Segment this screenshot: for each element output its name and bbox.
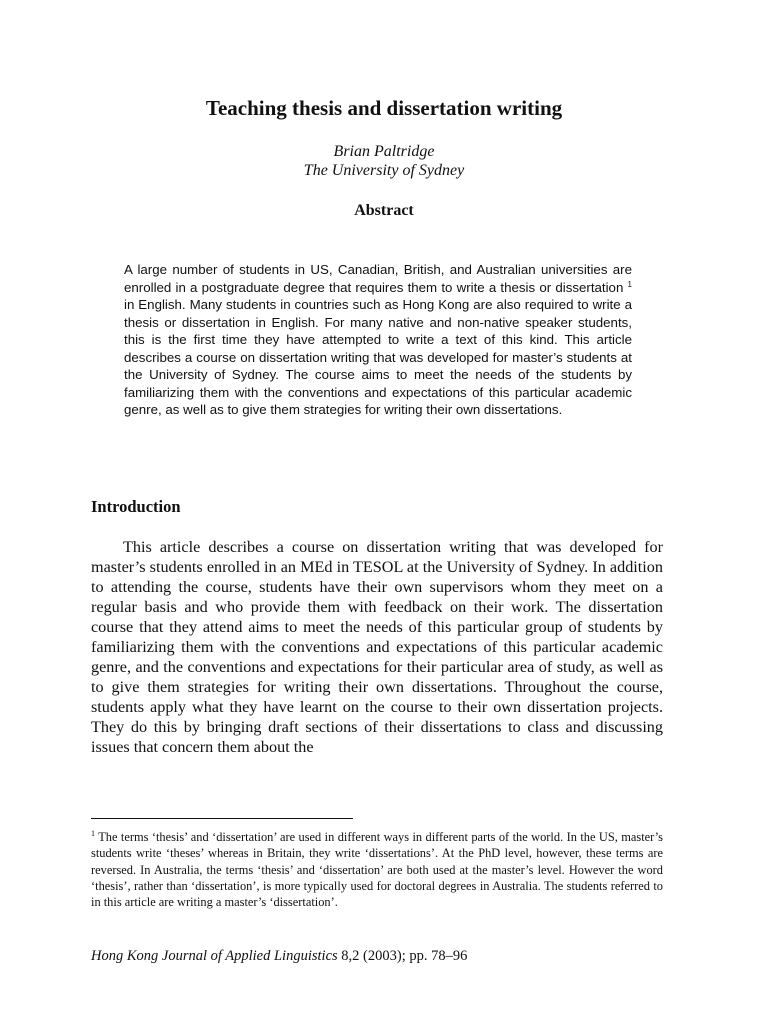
introduction-paragraph: This article describes a course on dissertation writing that was developed for master’s students enrolled in an MEd in TESOL at the University of Sydney. In addition to attending the course, students have their own supervisors whom they meet on a regular basis and who provide them with feedback on their work. The dissertation course that they attend aims to meet the needs of this particular group of students by familiarizing them with the conventions and expectations of this particular academic genre, and the conventions and expectations for their particular area of study, as well as to give them strategies for writing their own dissertations. Throughout the course, students apply what they have learnt on the course to their own dissertation projects. They do this by bringing draft sections of their dissertations to class and discussing issues that concern them about the	[91, 538, 663, 756]
footnote-text: The terms ‘thesis’ and ‘dissertation’ are used in different ways in different parts of the world. In the US, master’s students write ‘theses’ whereas in Britain, they write ‘dissertations’. At the PhD level, however, these terms are reversed. In Australia, the terms ‘thesis’ and ‘dissertation’ are both used at the master’s level. However the word ‘thesis’, rather than ‘dissertation’, is more typically used for doctoral degrees in Australia. The students referred to in this article are writing a master’s ‘dissertation’.	[91, 830, 663, 910]
abstract-text-part-1: A large number of students in US, Canadian, British, and Australian universities are enrolled in a postgraduate degree that requires them to write a thesis or dissertation	[124, 262, 632, 295]
abstract-heading: Abstract	[354, 202, 414, 219]
abstract-text-part-2: in English. Many students in countries such as Hong Kong are also required to write a thesis or dissertation in English. For many native and non-native speaker students, this is the first time they have attempted to write a text of this kind. This article describes a course on dissertation writing that was developed for master’s students at the University of Sydney. The course aims to meet the needs of the students by familiarizing them with the conventions and expectations of this particular academic genre, as well as to give them strategies for writing their own dissertations.	[124, 297, 632, 417]
journal-name: Hong Kong Journal of Applied Linguistics	[91, 948, 338, 964]
paper-title: Teaching thesis and dissertation writing	[205, 96, 563, 120]
introduction-heading: Introduction	[91, 497, 181, 516]
author-name: Brian Paltridge	[333, 143, 435, 160]
footnote-divider	[91, 818, 353, 819]
footnote-marker: 1	[91, 829, 95, 838]
footnote	[91, 829, 663, 910]
author-affiliation: The University of Sydney	[303, 162, 465, 179]
journal-volume-pages: 8,2 (2003); pp. 78–96	[337, 948, 468, 964]
footnote-reference[interactable]: 1	[627, 279, 632, 289]
abstract-text	[124, 261, 632, 419]
journal-citation	[91, 948, 467, 965]
